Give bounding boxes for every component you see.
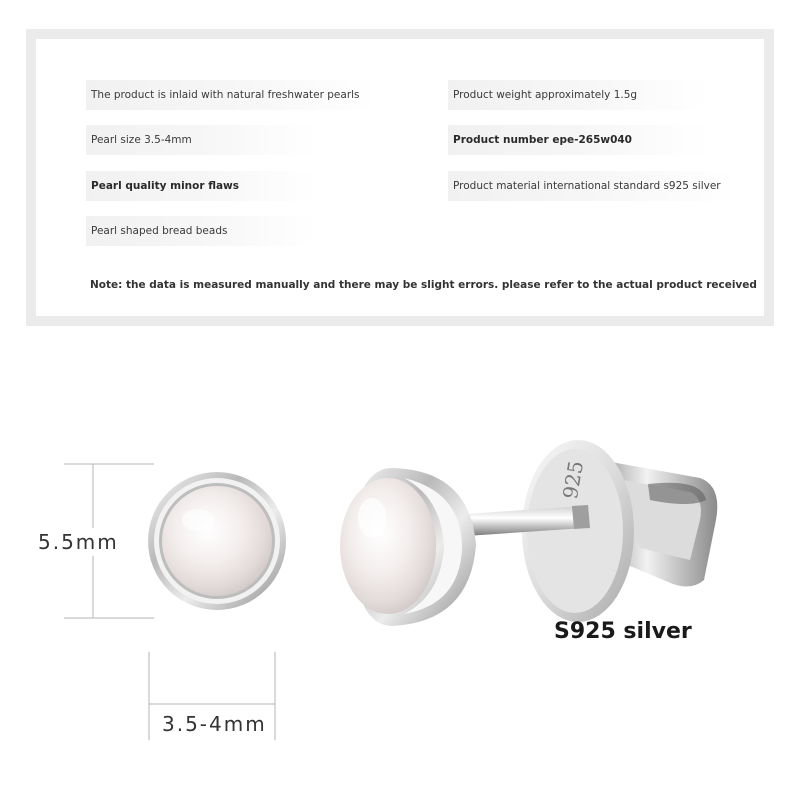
spec-material: Product material international standard s925 silver [448, 171, 738, 201]
front-view-earring [148, 472, 286, 610]
spec-pearl-size: Pearl size 3.5-4mm [86, 125, 316, 155]
spec-inlay: The product is inlaid with natural freshwater pearls [86, 80, 376, 110]
spec-pearl-shape: Pearl shaped bread beads [86, 216, 316, 246]
pearl-dimension-label: 3.5-4mm [162, 712, 267, 736]
spec-product-number: Product number epe-265w040 [448, 125, 708, 155]
spec-pearl-quality: Pearl quality minor flaws [86, 171, 316, 201]
height-dimension-label: 5.5mm [38, 530, 119, 554]
spec-note: Note: the data is measured manually and there may be slight errors. please refer to the actual product received [90, 279, 757, 291]
spec-weight: Product weight approximately 1.5g [448, 80, 708, 110]
material-label: S925 silver [554, 619, 692, 644]
stamp-925: 925 [557, 458, 589, 501]
side-view-earring [340, 440, 717, 626]
